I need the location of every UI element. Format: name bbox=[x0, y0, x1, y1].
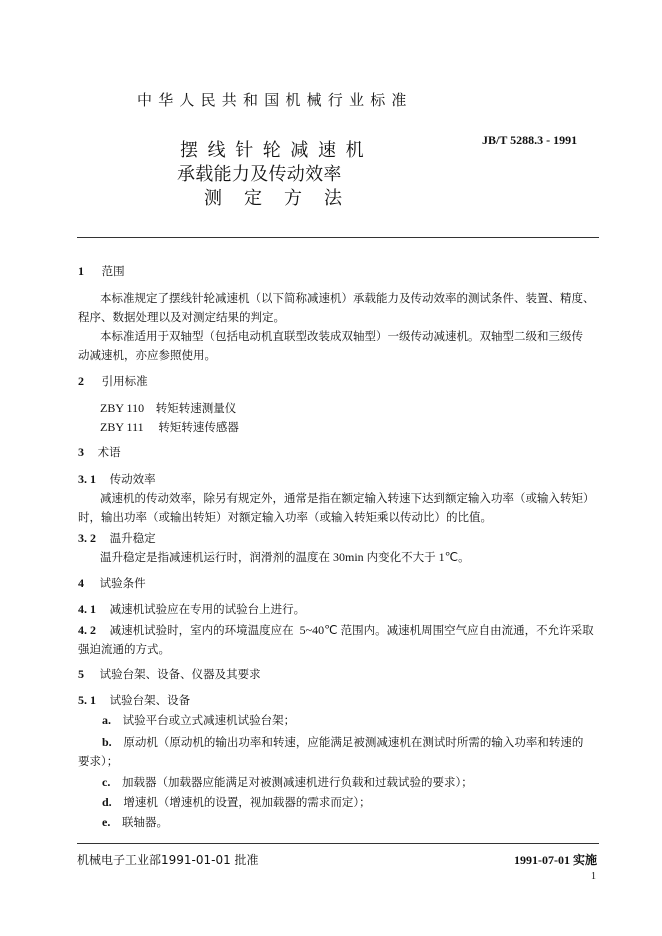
section-title: 范围 bbox=[101, 264, 125, 278]
section-title: 术语 bbox=[97, 445, 121, 459]
list-item bbox=[102, 813, 168, 832]
text-fragment: 内变化不大于 bbox=[366, 550, 436, 564]
text-fragment: 温升稳定是指减速机运行时，润滑剂的温度在 bbox=[100, 550, 330, 564]
subsection-number: 5. 1 bbox=[78, 693, 96, 707]
clause-number: 4. 2 bbox=[78, 623, 96, 637]
list-item-text: 联轴器。 bbox=[121, 815, 168, 829]
section-5-heading bbox=[78, 665, 261, 684]
clause-number: 4. 1 bbox=[78, 602, 96, 616]
clause-4-2 bbox=[78, 621, 594, 640]
reference-name: 转矩转速传感器 bbox=[158, 420, 239, 434]
standard-number: JB/T 5288.3 - 1991 bbox=[482, 133, 578, 147]
subsection-3-1-heading bbox=[78, 470, 156, 489]
section-number: 3 bbox=[78, 445, 84, 459]
list-item-label: a. bbox=[102, 713, 111, 727]
text-fragment: 减速机试验时，室内的环境温度应在 bbox=[109, 623, 294, 637]
paragraph-line: 本标准适用于双轴型（包括电动机直联型改装成双轴型）一级传动减速机。双轴型二级和三级传 bbox=[100, 329, 583, 343]
footer-rule bbox=[77, 843, 599, 844]
list-item-text: 加载器（加载器应能满足对被测减速机进行负载和过载试验的要求）； bbox=[121, 775, 473, 789]
approval-line: 机械电子工业部1991-01-01 批准 bbox=[77, 853, 259, 867]
reference-code: ZBY 111 bbox=[100, 420, 144, 434]
section-number: 1 bbox=[78, 264, 84, 278]
section-2-heading bbox=[78, 372, 148, 391]
duration-value: 30min bbox=[333, 550, 364, 564]
paragraph-line: 要求）； bbox=[78, 754, 119, 768]
paragraph-line: 程序、数据处理以及对测定结果的判定。 bbox=[78, 310, 285, 324]
list-item bbox=[102, 733, 583, 752]
list-item-text: 试验平台或立式减速机试验台架； bbox=[122, 713, 296, 727]
reference-name: 转矩转速测量仪 bbox=[155, 401, 237, 415]
section-number: 5 bbox=[78, 667, 84, 681]
reference-code: ZBY 110 bbox=[100, 401, 145, 415]
standard-category-header: 中华人民共和国机械行业标准 bbox=[137, 91, 413, 109]
text-fragment: 。 bbox=[458, 550, 470, 564]
subsection-5-1-heading bbox=[78, 691, 190, 710]
paragraph-line: 动减速机，亦应参照使用。 bbox=[78, 348, 216, 362]
subsection-3-2-heading bbox=[78, 529, 156, 548]
list-item-text: 原动机（原动机的输出功率和转速，应能满足被测减速机在测试时所需的输入功率和转速的 bbox=[123, 735, 584, 749]
list-item-label: c. bbox=[102, 775, 111, 789]
implementation-line: 1991-07-01 实施 bbox=[514, 853, 597, 867]
paragraph-line: 减速机的传动效率，除另有规定外，通常是指在额定输入转速下达到额定输入功率（或输入转矩） bbox=[100, 491, 595, 505]
clause-4-1 bbox=[78, 600, 305, 619]
list-item bbox=[102, 773, 473, 792]
section-title: 引用标准 bbox=[101, 374, 148, 388]
text-fragment: 范围内。减速机周围空气应自由流通，不允许采取 bbox=[340, 623, 594, 637]
section-number: 2 bbox=[78, 374, 84, 388]
subsection-title: 传动效率 bbox=[109, 472, 156, 486]
clause-text: 减速机试验应在专用的试验台上进行。 bbox=[109, 602, 306, 616]
section-4-heading bbox=[78, 574, 146, 593]
list-item bbox=[102, 793, 371, 812]
reference-item bbox=[100, 399, 236, 418]
title-line-1: 摆线针轮减速机 bbox=[180, 140, 374, 161]
paragraph-line bbox=[100, 548, 470, 567]
temperature-range: 5~40℃ bbox=[299, 623, 338, 637]
subsection-number: 3. 1 bbox=[78, 472, 96, 486]
list-item-label: d. bbox=[102, 795, 112, 809]
list-item bbox=[102, 711, 295, 730]
section-title: 试验条件 bbox=[99, 576, 146, 590]
section-title: 试验台架、设备、仪器及其要求 bbox=[99, 667, 261, 681]
paragraph-line: 本标准规定了摆线针轮减速机（以下简称减速机）承载能力及传动效率的测试条件、装置、精度、 bbox=[100, 291, 595, 305]
section-number: 4 bbox=[78, 576, 84, 590]
title-line-3: 测定方法 bbox=[204, 188, 364, 209]
page-number: 1 bbox=[591, 871, 596, 882]
temperature-value: 1℃ bbox=[438, 550, 459, 564]
subsection-title: 试验台架、设备 bbox=[109, 693, 191, 707]
paragraph-line: 强迫流通的方式。 bbox=[78, 642, 170, 656]
subsection-number: 3. 2 bbox=[78, 531, 96, 545]
list-item-label: e. bbox=[102, 815, 111, 829]
header-rule bbox=[77, 237, 599, 238]
section-1-heading bbox=[78, 262, 125, 281]
list-item-text: 增速机（增速机的设置，视加载器的需求而定）； bbox=[123, 795, 371, 809]
subsection-title: 温升稳定 bbox=[109, 531, 156, 545]
paragraph-line: 时，输出功率（或输出转矩）对额定输入功率（或输入转矩乘以传动比）的比值。 bbox=[78, 510, 492, 524]
list-item-label: b. bbox=[102, 735, 112, 749]
title-line-2: 承载能力及传动效率 bbox=[177, 164, 342, 185]
section-3-heading bbox=[78, 443, 121, 462]
reference-item bbox=[100, 418, 239, 437]
